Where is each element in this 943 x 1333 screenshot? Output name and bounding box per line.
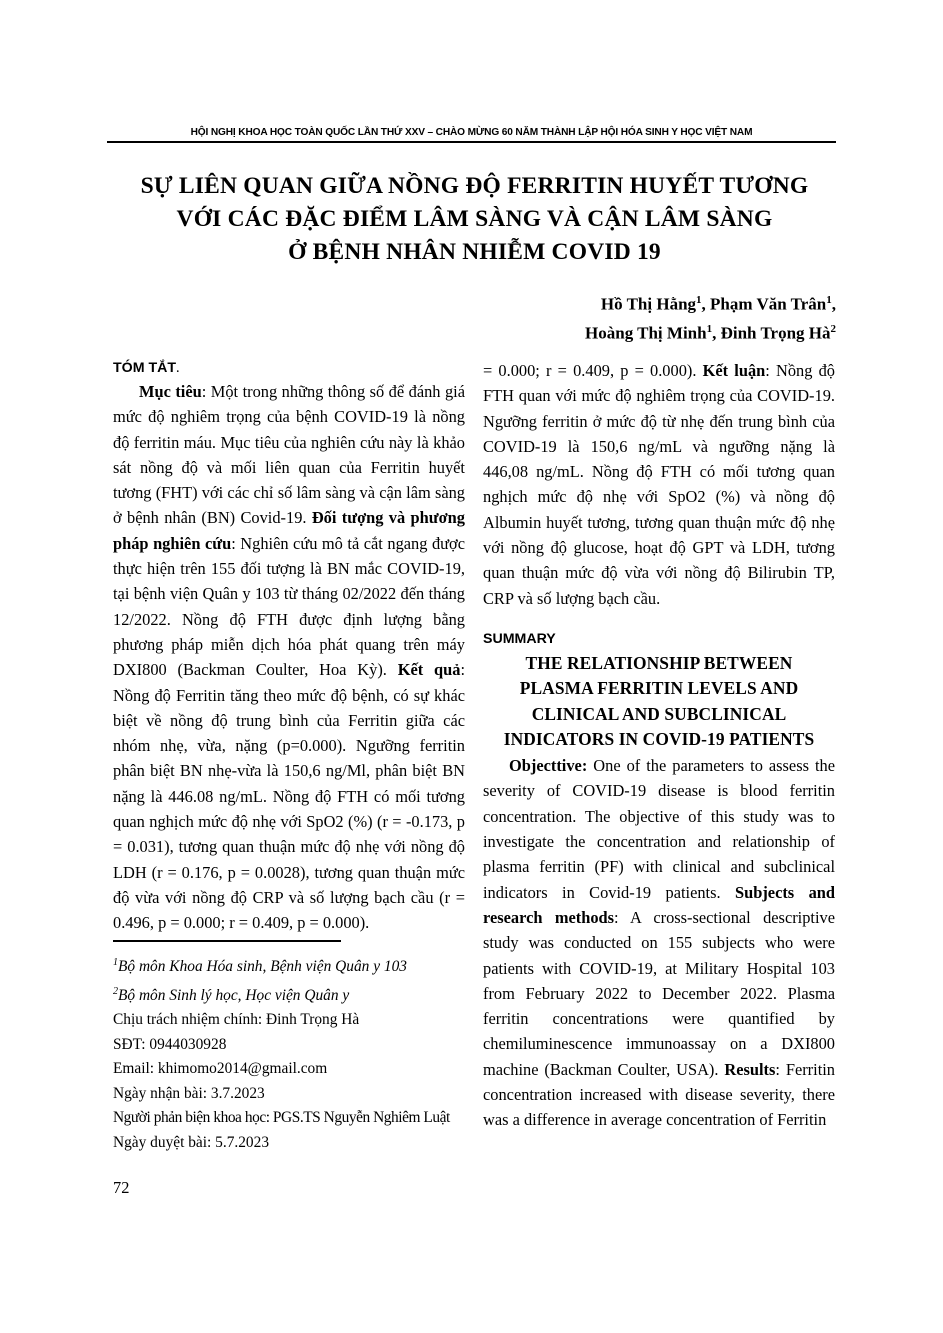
author-line-1-end: ,: [831, 294, 836, 314]
abstract-heading-vi: [113, 358, 465, 378]
author-line-1: [416, 288, 836, 317]
author-line-2: [416, 317, 836, 346]
english-title-line-4: INDICATORS IN COVID-19 PATIENTS: [503, 728, 815, 749]
page-title: [113, 170, 836, 269]
english-title-line-1: THE RELATIONSHIP BETWEEN: [525, 652, 793, 673]
footnote-marker-2: 2: [113, 985, 118, 997]
footnote-affiliation-1-text: Bộ môn Khoa Hóa sinh, Bệnh viện Quân y 103: [118, 958, 407, 976]
author-name-1: Hồ Thị Hằng: [600, 294, 697, 314]
label-objective-en: Objecttive:: [509, 756, 588, 776]
abstract-text-vi-4: : Nồng độ FTH quan với mức độ nghiêm trọng của COVID-19. Ngưỡng ferritin ở mức độ từ nhẹ đến trung bình của COVID-19 là 150,6 ng/mL và ngưỡng nặng là 446,08 ng/mL. Nồng độ FTH có mối tương quan nghịch mức độ nhẹ với SpO2 (%) và nồng độ Albumin huyết tương, tương quan thuận mức độ nhẹ với nồng độ glucose, hoạt độ GPT và LDH, tương quan thuận mức độ vừa với nồng độ Bilirubin TP, CRP và số lượng bạch cầu.: [483, 361, 835, 608]
author-name-3: Hoàng Thị Minh: [585, 323, 707, 343]
abstract-text-vi-3-cont: = 0.000; r = 0.409, p = 0.000).: [483, 361, 703, 380]
abstract-heading-vi-dot: .: [176, 360, 180, 376]
author-affiliation-marker-4: 2: [830, 323, 836, 336]
label-conclusion-vi: Kết luận: [702, 361, 766, 380]
footnote-affiliation-2-text: Bộ môn Sinh lý học, Học viện Quân y: [118, 986, 350, 1004]
author-affiliation-marker-3: 1: [706, 323, 713, 336]
label-methods-vi: Đối tượng và phương pháp nghiên cứu: [113, 508, 465, 553]
english-title: [483, 651, 835, 752]
abstract-text-en-3: : Ferritin concentration increased with disease severity, there was a difference in average concentration of Ferritin: [483, 1059, 835, 1130]
label-objective-vi: Mục tiêu: [139, 382, 202, 401]
author-name-2: Phạm Văn Trân: [710, 294, 827, 314]
page-number: 72: [113, 1178, 130, 1197]
author-affiliation-marker-1: 1: [696, 294, 702, 306]
footnote-received-date: Ngày nhận bài: 3.7.2023: [113, 1084, 265, 1102]
abstract-text-vi-3: : Nồng độ Ferritin tăng theo mức độ bệnh, có sự khác biệt về nồng độ trung bình của Ferritin giữa các nhóm nhẹ, vừa, nặng (p=0.000). Ngưỡng ferritin phân biệt BN nhẹ-vừa là 150,6 ng/Ml, phân biệt BN nặng là 446.08 ng/mL. Nồng độ FTH có mối tương quan nghịch mức độ nhẹ với SpO2 (%) (r = -0.173, p = 0.031), tương quan thuận mức độ nhẹ với nồng độ LDH (r = 0.176, p = 0.0028), tương quan thuận mức độ vừa với nồng độ CRP và số lượng bạch cầu (r = 0.496, p = 0.000; r = 0.409, p = 0.000).: [113, 660, 465, 933]
footnote-phone: SĐT: 0944030928: [113, 1035, 227, 1053]
author-separator-1: ,: [701, 294, 711, 314]
abstract-text-en-1: One of the parameters to assess the severity of COVID-19 disease is blood ferritin concentration. The objective of this study was to investigate the concentration and relationship of plasma ferritin (PF) with clinical and subclinical indicators in Covid-19 patients.: [483, 756, 835, 902]
abstract-text-vi-1: : Một trong những thông số để đánh giá mức độ nghiêm trọng của bệnh COVID-19 là nồng độ ferritin máu. Mục tiêu của nghiên cứu này là khảo sát nồng độ và mối liên quan của Ferritin huyết tương (FHT) với các chỉ số lâm sàng và cận lâm sàng ở bệnh nhân (BN) Covid-19.: [113, 382, 465, 528]
abstract-paragraph-vi-continued: [483, 358, 835, 611]
author-affiliation-marker-2: 1: [826, 294, 832, 306]
footnote-marker-1: 1: [113, 957, 118, 968]
label-subjects-en: Subjects and research methods: [483, 882, 836, 927]
running-header: [107, 126, 836, 143]
title-line-3: Ở BỆNH NHÂN NHIỄM COVID 19: [288, 239, 661, 265]
english-title-line-2: PLASMA FERRITIN LEVELS AND: [519, 678, 799, 699]
title-line-2: VỚI CÁC ĐẶC ĐIỂM LÂM SÀNG VÀ CẬN LÂM SÀNG: [176, 206, 773, 232]
footnote-affiliation-1: [113, 951, 465, 980]
author-list: [416, 288, 836, 346]
title-line-1: SỰ LIÊN QUAN GIỮA NỒNG ĐỘ FERRITIN HUYẾT TƯƠNG: [140, 173, 809, 199]
column-left: [113, 358, 465, 936]
summary-heading-en: SUMMARY: [483, 630, 556, 647]
running-header-rule: [107, 141, 836, 143]
footnote-block: [113, 940, 465, 1155]
footnote-affiliation-2: [113, 980, 465, 1009]
author-name-4: Đinh Trọng Hà: [720, 323, 831, 343]
english-title-line-3: CLINICAL AND SUBCLINICAL: [531, 703, 787, 724]
footnote-reviewer: Người phản biện khoa học: PGS.TS Nguyễn Nghiêm Luật: [113, 1109, 450, 1127]
running-header-text: HỘI NGHỊ KHOA HỌC TOÀN QUỐC LẦN THỨ XXV – CHÀO MỪNG 60 NĂM THÀNH LẬP HỘI HÓA SINH Y HỌC VIỆT NAM: [190, 127, 753, 138]
column-right: [483, 358, 835, 1133]
footnote-corresponding-author: Chịu trách nhiệm chính: Đinh Trọng Hà: [113, 1011, 360, 1029]
abstract-paragraph-vi: [113, 379, 465, 936]
footnote-approved-date: Ngày duyệt bài: 5.7.2023: [113, 1133, 270, 1151]
abstract-text-vi-2: : Nghiên cứu mô tả cắt ngang được thực hiện trên 155 đối tượng là BN mắc COVID-19, tại bệnh viện Quân y 103 từ tháng 02/2022 đến tháng 12/2022. Nồng độ FTH được định lượng bằng phương pháp miễn dịch hóa phát quang trên máy DXI800 (Backman Coulter, Hoa Kỳ).: [113, 533, 465, 680]
label-results-en: Results: [724, 1059, 776, 1079]
footnote-separator-rule: [113, 940, 341, 942]
footnote-email: Email: khimomo2014@gmail.com: [113, 1060, 328, 1078]
abstract-heading-vi-text: TÓM TẮT: [113, 360, 177, 376]
abstract-paragraph-en: [483, 753, 835, 1132]
author-separator-2: ,: [712, 323, 721, 343]
abstract-text-en-2: : A cross-sectional descriptive study was conducted on 155 subjects who were patients with COVID-19, at Military Hospital 103 from February 2022 to December 2022. Plasma ferritin concentrations were quantified by chemiluminescence immunoassay on a DXI800 machine (Backman Coulter, USA).: [483, 907, 835, 1079]
label-results-vi: Kết quả: [397, 660, 461, 680]
